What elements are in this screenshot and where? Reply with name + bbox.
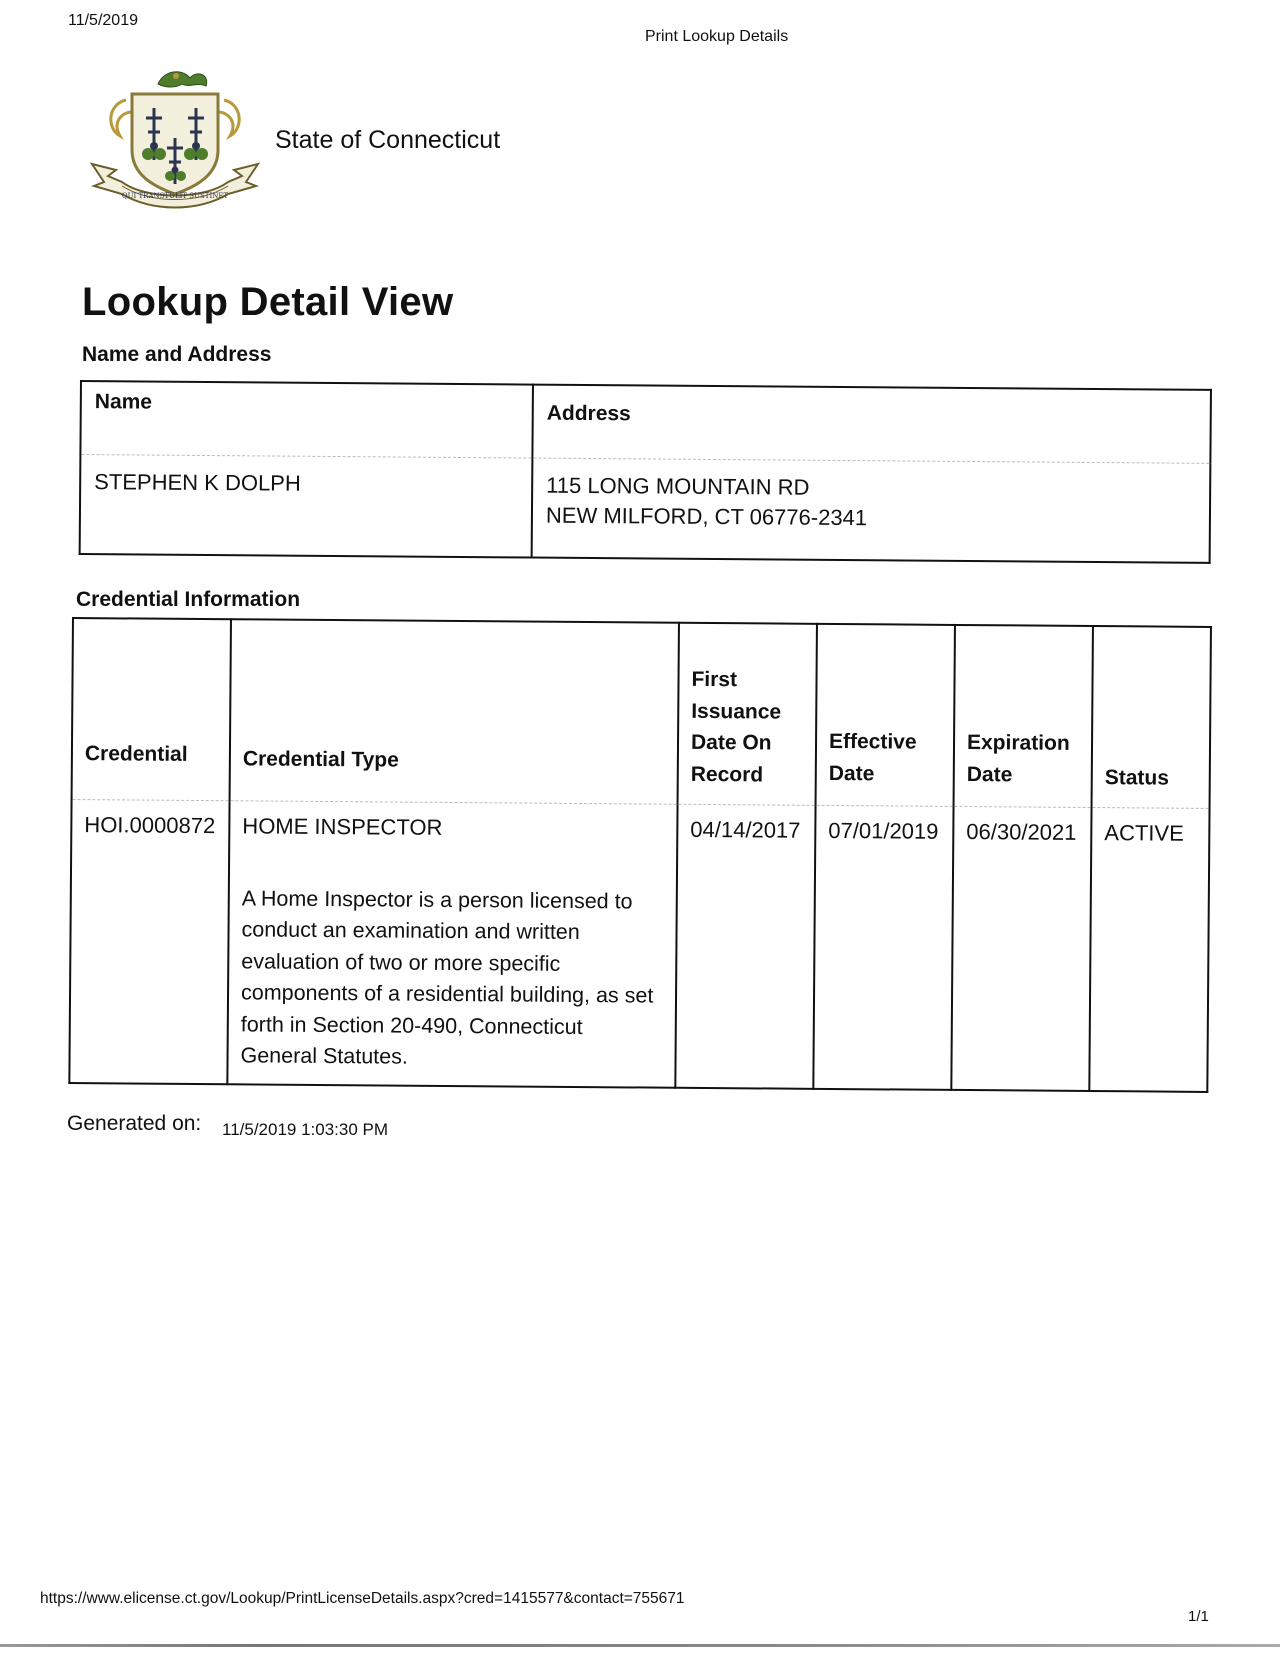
status-column-header: Status	[1092, 626, 1211, 808]
state-seal-logo	[86, 64, 264, 216]
seal-motto: QUI TRANSTULIT SUSTINET	[121, 192, 229, 200]
expiration-date-header-line: Date	[966, 762, 1013, 786]
address-line-1: 115 LONG MOUNTAIN RD	[546, 472, 810, 500]
credential-description	[240, 883, 665, 1075]
first-issuance-date: 04/14/2017	[675, 804, 815, 1089]
credential-column-header: Credential	[72, 618, 231, 801]
address-line-2: NEW MILFORD, CT 06776-2341	[545, 503, 868, 531]
print-title: Print Lookup Details	[645, 28, 789, 45]
description-line: A Home Inspector is a person licensed to	[241, 886, 633, 914]
effective-date-header-line: Effective	[828, 729, 917, 754]
generated-timestamp: 11/5/2019 1:03:30 PM	[222, 1120, 389, 1139]
description-line: evaluation of two or more specific	[241, 949, 561, 976]
effective-date-column-header	[816, 624, 955, 807]
licensee-address	[532, 458, 1211, 563]
name-address-row	[80, 455, 1211, 563]
footer-url: https://www.elicense.ct.gov/Lookup/PrintLicenseDetails.aspx?cred=1415577&contact=755671	[40, 1590, 685, 1607]
credential-type-column-header: Credential Type	[230, 619, 679, 804]
first-issuance-header-line: Date On	[690, 730, 772, 755]
expiration-date-header-line: Expiration	[966, 731, 1070, 755]
table-row	[69, 800, 1209, 1093]
name-address-heading: Name and Address	[82, 343, 272, 366]
address-header-label: Address	[546, 401, 631, 426]
credential-info-heading: Credential Information	[76, 588, 301, 611]
effective-date-header-line: Date	[828, 761, 875, 785]
state-name: State of Connecticut	[275, 126, 501, 154]
description-line: General Statutes.	[240, 1043, 408, 1069]
effective-date: 07/01/2019	[813, 805, 953, 1090]
credential-type: HOME INSPECTOR	[242, 813, 443, 840]
credential-number: HOI.0000872	[69, 800, 229, 1085]
first-issuance-header-line: First	[691, 667, 738, 692]
name-column-header: Name	[80, 381, 533, 458]
description-line: components of a residential building, as set	[240, 980, 654, 1008]
print-date: 11/5/2019	[68, 12, 138, 29]
first-issuance-column-header	[678, 623, 817, 806]
licensee-name: STEPHEN K DOLPH	[80, 455, 533, 558]
name-address-header-row	[80, 381, 1211, 463]
address-column-header	[532, 385, 1211, 464]
first-issuance-header-line: Record	[690, 762, 764, 786]
generated-label: Generated on:	[67, 1112, 202, 1135]
seal-icon	[86, 64, 264, 216]
page-title: Lookup Detail View	[82, 280, 454, 324]
page-edge-divider	[0, 1644, 1280, 1647]
expiration-date-column-header	[954, 625, 1093, 808]
name-address-table	[79, 380, 1212, 564]
page-count: 1/1	[1188, 1608, 1209, 1625]
first-issuance-header-line: Issuance	[691, 699, 782, 724]
description-line: forth in Section 20-490, Connecticut	[240, 1011, 583, 1039]
expiration-date: 06/30/2021	[951, 806, 1091, 1091]
description-line: conduct an examination and written	[241, 917, 580, 945]
credential-type-cell	[227, 801, 677, 1088]
status-badge: ACTIVE	[1089, 808, 1209, 1093]
credential-table	[68, 617, 1212, 1093]
credential-header-row	[72, 618, 1211, 808]
